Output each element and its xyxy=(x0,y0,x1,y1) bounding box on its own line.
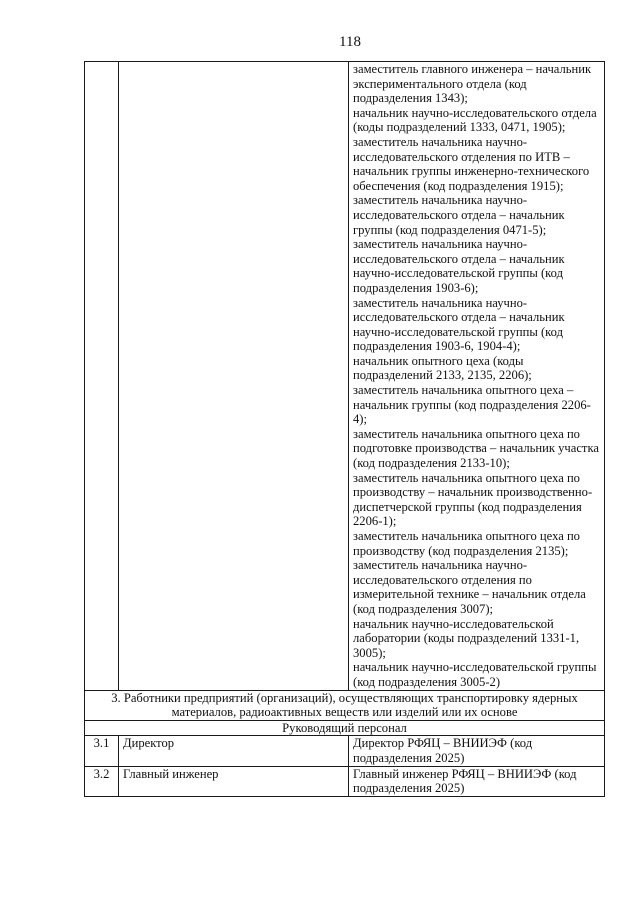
row-category: Директор xyxy=(119,736,349,766)
continuation-positions-cell xyxy=(349,62,605,691)
continuation-category-cell xyxy=(119,62,349,691)
row-position: Директор РФЯЦ – ВНИИЭФ (код подразделения 2025) xyxy=(349,736,605,766)
group-heading-row xyxy=(85,720,605,736)
position-entry: заместитель начальника научно-исследовательского отдела – начальник научно-исследовательской группы (код подразделения 1903-6); xyxy=(353,237,565,295)
position-entry: заместитель начальника научно-исследовательского отделения по измерительной технике – начальник отдела (код подразделения 3007); xyxy=(353,558,586,616)
row-position: Главный инженер РФЯЦ – ВНИИЭФ (код подразделения 2025) xyxy=(349,766,605,796)
page-number: 118 xyxy=(339,34,361,50)
position-entry: начальник научно-исследовательского отдела (коды подразделений 1333, 0471, 1905); xyxy=(353,105,597,135)
position-entry: заместитель начальника опытного цеха по производству (код подразделения 2135); xyxy=(353,529,580,558)
position-entry: заместитель начальника научно-исследовательского отдела – начальник группы (код подразделения 0471-5); xyxy=(353,193,565,237)
section-heading: 3. Работники предприятий (организаций), осуществляющих транспортировку ядерных материалов, радиоактивных веществ или изделий или их основе xyxy=(85,690,605,720)
group-heading: Руководящий персонал xyxy=(85,720,605,736)
table-row xyxy=(85,766,605,796)
positions-table xyxy=(84,61,605,797)
row-number: 3.2 xyxy=(85,766,119,796)
section-heading-row xyxy=(85,690,605,720)
position-entry: заместитель главного инженера – начальник экспериментального отдела (код подразделения 1343); xyxy=(353,62,592,106)
continuation-num-cell xyxy=(85,62,119,691)
position-entry: заместитель начальника научно-исследовательского отделения по ИТВ – начальник группы инженерно-технического обеспечения (код подразделения 1915); xyxy=(353,134,590,193)
position-entry: заместитель начальника опытного цеха – начальник группы (код подразделения 2206-4); xyxy=(353,383,591,427)
row-number: 3.1 xyxy=(85,736,119,766)
position-entry: начальник научно-исследовательской лаборатории (коды подразделений 1331-1, 3005); xyxy=(353,616,580,660)
position-entry: начальник опытного цеха (коды подразделений 2133, 2135, 2206); xyxy=(353,353,532,383)
position-entry: заместитель начальника опытного цеха по производству – начальник производственно-диспетчерской группы (код подразделения 2206-1); xyxy=(353,470,593,529)
table-row xyxy=(85,736,605,766)
row-category: Главный инженер xyxy=(119,766,349,796)
position-entry: заместитель начальника научно-исследовательского отдела – начальник научно-исследовательской группы (код подразделения 1903-6, 1904-4); xyxy=(353,295,565,354)
continuation-row xyxy=(85,62,605,691)
position-entry: начальник научно-исследовательской группы (код подразделения 3005-2) xyxy=(353,660,597,689)
position-entry: заместитель начальника опытного цеха по подготовке производства – начальник участка (код подразделения 2133-10); xyxy=(353,426,599,471)
